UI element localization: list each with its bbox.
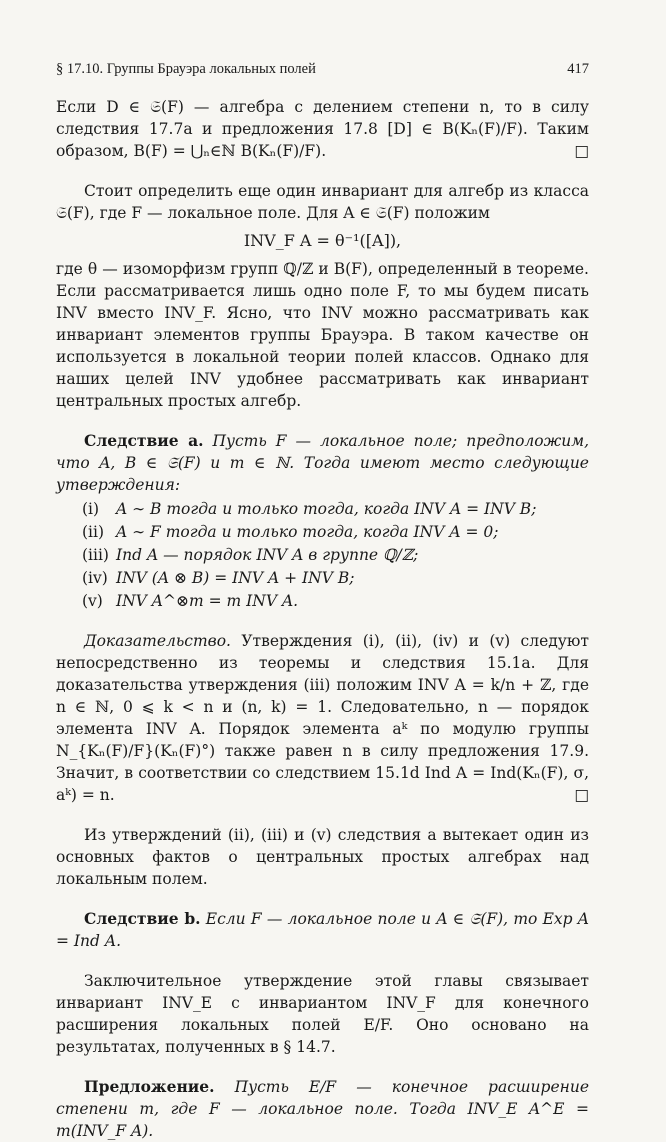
page-number: 417 <box>567 61 589 77</box>
proof-text: Утверждения (i), (ii), (iv) и (v) следуют непосредственно из теоремы и следствия 15.1a. Для доказательства утверждения (iii) положим INV A = k/n + ℤ, где n ∈ ℕ, 0 ⩽ k < n и (n, k) = 1. Следовательно, n — порядок элемента INV A. Порядок элемента aᵏ по модулю группы N_{Kₙ(F)/F}(Kₙ(F)°) также равен n в силу предложения 17.9. Значит, в соответствии со следствием 15.1d Ind A = Ind(Kₙ(F), σ, aᵏ) = n. <box>56 632 589 804</box>
list-item: (iv) INV (A ⊗ B) = INV A + INV B; <box>82 569 355 587</box>
corollary-a-items <box>56 498 589 612</box>
proof-label: Доказательство. <box>84 632 231 650</box>
corollary-a-text: Пусть F — локальное поле; предположим, что A, B ∈ 𝔖(F) и m ∈ ℕ. Тогда имеют место следующие утверждения: <box>56 432 589 494</box>
list-item: (iii) Ind A — порядок INV A в группе ℚ/ℤ; <box>82 546 419 564</box>
proposition-title: Предложение. <box>84 1077 215 1096</box>
paragraph-3: где θ — изоморфизм групп ℚ/ℤ и B(F), определенный в теореме. Если рассматривается лишь одно поле F, то мы будем писать INV вместо INV_F. Ясно, что INV можно рассматривать как инвариант элементов группы Брауэра. В таком качестве он используется в локальной теории полей классов. Однако для наших целей INV удобнее рассматривать как инвариант центральных простых алгебр. <box>56 260 589 410</box>
corollary-b-text: Если F — локальное поле и A ∈ 𝔖(F), то Exp A = Ind A. <box>56 910 589 950</box>
qed-symbol: □ <box>574 786 589 804</box>
running-header <box>56 58 589 82</box>
corollary-a <box>56 430 589 496</box>
paragraph-5: Заключительное утверждение этой главы связывает инвариант INV_E с инвариантом INV_F для конечного расширения локальных полей E/F. Оно основано на результатах, полученных в § 14.7. <box>56 972 589 1056</box>
page <box>56 58 589 1142</box>
proposition <box>56 1076 589 1142</box>
formula-inv: INV_F A = θ⁻¹([A]), <box>243 231 402 250</box>
list-item: (i) A ∼ B тогда и только тогда, когда INV A = INV B; <box>82 500 537 518</box>
paragraph-1: Если D ∈ 𝔖(F) — алгебра с делением степени n, то в силу следствия 17.7а и предложения 17.8 [D] ∈ B(Kₙ(F)/F). Таким образом, B(F) = ⋃ₙ∈ℕ B(Kₙ(F)/F). □ <box>56 98 589 160</box>
qed-symbol: □ <box>574 142 589 160</box>
paragraph-4: Из утверждений (ii), (iii) и (v) следствия a вытекает один из основных фактов о центральных простых алгебрах над локальным полем. <box>56 826 589 888</box>
paragraph-2: Стоит определить еще один инвариант для алгебр из класса 𝔖(F), где F — локальное поле. Для A ∈ 𝔖(F) положим <box>56 182 589 222</box>
list-item: (ii) A ∼ F тогда и только тогда, когда INV A = 0; <box>82 523 499 541</box>
corollary-b-title: Следствие b. <box>84 909 201 928</box>
list-item: (v) INV A^⊗m = m INV A. <box>82 592 299 610</box>
corollary-b <box>56 908 589 952</box>
section-title: § 17.10. Группы Брауэра локальных полей <box>56 61 316 77</box>
proof <box>56 630 589 806</box>
proposition-text: Пусть E/F — конечное расширение степени m, где F — локальное поле. Тогда INV_E A^E = m(INV_F A). <box>56 1078 589 1140</box>
corollary-a-title: Следствие a. <box>84 431 204 450</box>
